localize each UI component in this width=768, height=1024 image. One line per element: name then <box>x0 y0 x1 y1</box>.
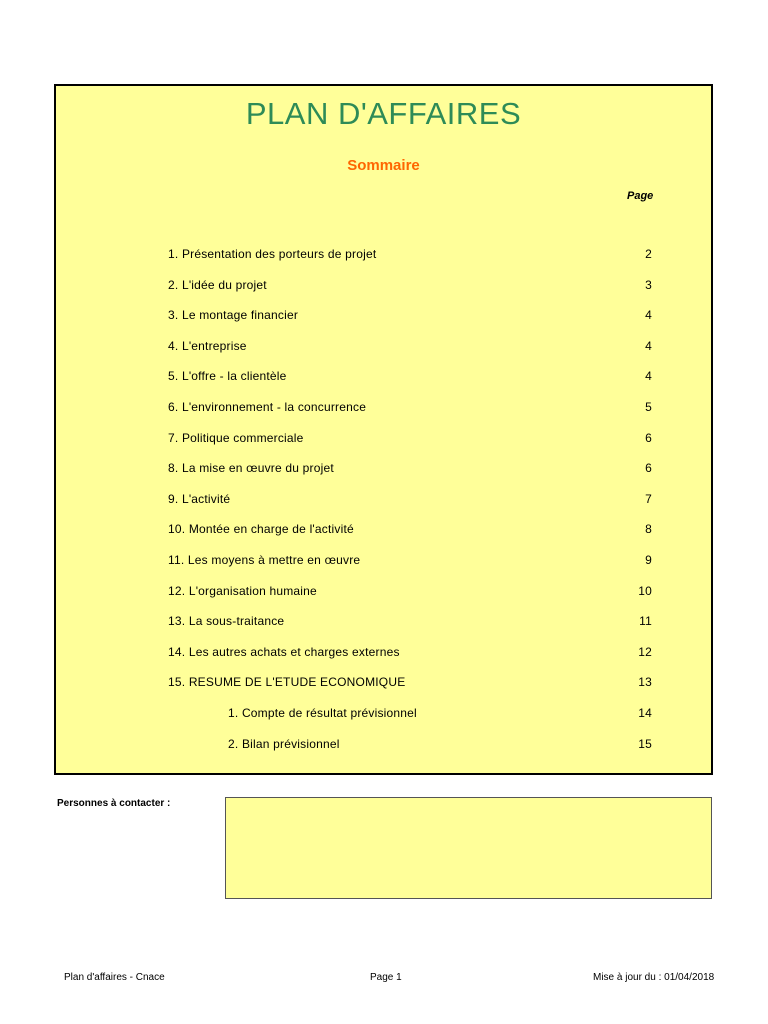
contacts-field[interactable] <box>225 797 712 899</box>
toc-entry[interactable] <box>168 614 652 632</box>
toc-entry[interactable] <box>168 584 652 602</box>
toc-entry[interactable] <box>168 461 652 479</box>
toc-entry-page: 5 <box>645 400 652 414</box>
toc-entry-page: 7 <box>645 492 652 506</box>
toc-entry-page: 2 <box>645 247 652 261</box>
footer-document-name: Plan d'affaires - Cnace <box>64 972 165 983</box>
summary-heading: Sommaire <box>347 157 420 174</box>
toc-entry[interactable] <box>168 645 652 663</box>
toc-entry[interactable] <box>168 675 652 693</box>
toc-entry[interactable] <box>168 400 652 418</box>
toc-entry-label: 12. L'organisation humaine <box>168 584 317 598</box>
toc-entry-page: 4 <box>645 339 652 353</box>
toc-entry-label: 7. Politique commerciale <box>168 431 304 445</box>
toc-entry-label: 14. Les autres achats et charges externes <box>168 645 400 659</box>
footer-update-date: Mise à jour du : 01/04/2018 <box>593 972 715 983</box>
toc-entry-label: 3. Le montage financier <box>168 308 299 322</box>
toc-entry-label: 2. L'idée du projet <box>168 278 267 292</box>
toc-entry[interactable] <box>168 522 652 540</box>
toc-entry[interactable] <box>168 308 652 326</box>
toc-entry[interactable] <box>168 706 652 724</box>
toc-entry-label: 1. Compte de résultat prévisionnel <box>228 706 417 720</box>
toc-entry-label: 10. Montée en charge de l'activité <box>168 522 354 536</box>
toc-entry-page: 8 <box>645 522 652 536</box>
toc-entry[interactable] <box>168 737 652 755</box>
summary-box <box>54 84 713 775</box>
toc-entry[interactable] <box>168 492 652 510</box>
toc-entry-page: 9 <box>645 553 652 567</box>
toc-entry-label: 1. Présentation des porteurs de projet <box>168 247 377 261</box>
toc-entry-label: 2. Bilan prévisionnel <box>228 737 340 751</box>
toc-entry[interactable] <box>168 247 652 265</box>
toc-entry-label: 6. L'environnement - la concurrence <box>168 400 367 414</box>
toc-entry-page: 6 <box>645 461 652 475</box>
toc-entry-page: 11 <box>639 614 652 628</box>
toc-entry-label: 8. La mise en œuvre du projet <box>168 461 334 475</box>
toc-entry-page: 12 <box>638 645 652 659</box>
toc-entry-label: 13. La sous-traitance <box>168 614 285 628</box>
toc-entry-label: 9. L'activité <box>168 492 231 506</box>
toc-entry-label: 11. Les moyens à mettre en œuvre <box>168 553 361 567</box>
toc-entry-page: 13 <box>638 675 652 689</box>
toc-entry-page: 4 <box>645 369 652 383</box>
toc-entry-label: 5. L'offre - la clientèle <box>168 369 287 383</box>
contacts-label: Personnes à contacter : <box>57 798 171 809</box>
toc-entry-page: 4 <box>645 308 652 322</box>
toc-entry[interactable] <box>168 278 652 296</box>
page-column-header: Page <box>627 190 654 202</box>
toc-entry-label: 15. RESUME DE L'ETUDE ECONOMIQUE <box>168 675 406 689</box>
toc-entry-page: 6 <box>645 431 652 445</box>
toc-entry-page: 10 <box>638 584 652 598</box>
toc-entry[interactable] <box>168 553 652 571</box>
toc-entry-label: 4. L'entreprise <box>168 339 247 353</box>
toc-entry[interactable] <box>168 431 652 449</box>
toc-entry[interactable] <box>168 369 652 387</box>
toc-entry-page: 3 <box>645 278 652 292</box>
toc-entry-page: 15 <box>638 737 652 751</box>
toc-entry[interactable] <box>168 339 652 357</box>
footer-page-number: Page 1 <box>370 972 402 983</box>
toc-entry-page: 14 <box>638 706 652 720</box>
document-title: PLAN D'AFFAIRES <box>245 96 522 131</box>
